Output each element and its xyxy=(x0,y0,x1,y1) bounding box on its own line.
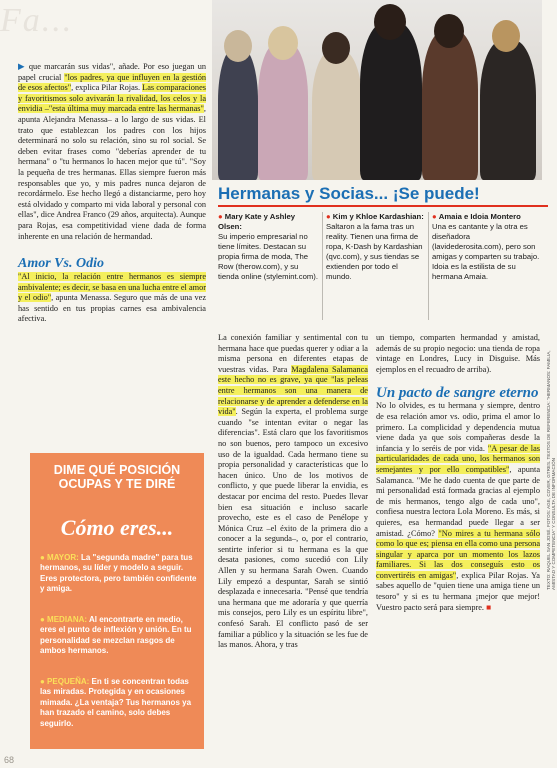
body-text: , explica Pilar Rojas. xyxy=(71,83,143,93)
quiz-item-mediana xyxy=(40,615,200,657)
quiz-item-label: ● MAYOR: xyxy=(40,553,79,562)
arrow-icon: ▶ xyxy=(18,62,26,71)
person-figure xyxy=(422,30,478,180)
photo-credit: TEXTO: RAQUEL SAN JOSÉ. FOTOS: AGE, COVER, GTRES. TEXTOS DE REFERENCIA: "HERMANOS: FAMILIA, AMISTAD Y COMPETENCIA" Y CONSULTA DE INFORMACIÓN xyxy=(546,350,556,590)
person-head xyxy=(374,4,406,40)
person-head xyxy=(224,30,252,62)
body-text: No lo olvides, es tu hermana y siempre, dentro de esa relación amor vs. odio, prima el amor lo primero. La complicidad y dependencia mutua viene dada ya que sois compañeras desde la infancia y lo seréis de por vida. xyxy=(376,401,540,453)
paragraph xyxy=(218,333,368,651)
sidebar-item-text: Saltaron a la fama tras un reality. Tienen una firma de ropa, K-Dash by Kardashian (qvc.com), y sus tiendas se extienden por todo el mundo. xyxy=(326,222,423,281)
highlighted-text: "No mires a tu hermana sólo como lo que es; piensa en ella como una persona singular y aparca por un momento los lazos familiares. Si las dos conseguís esto os convertiréis en amigas" xyxy=(376,528,541,580)
body-text: . Según la experta, el problema surge cuando "se intentan evitar o negar las diferencias". Está claro que los favoritismos no son buenos, pero tampoco un excesivo uso de la igualdad. Cada hermano tiene su propia personalidad y características que lo hacen único. Uno de los motivos de conflicto, y que puede liberar la envidia, es destacar por encima del resto. Puedes llevar bien esa situación e incluso sacarle provecho, este es el caso de Penélope y Mónica Cruz –el éxito de la primera dio a conocer a la segunda–, o, por el contrario, sentirte inferior si tu hermana es la que desata pasiones, como sucedió con Lily Allen y su hermana Sarah Owen. Cuando Lily empezó a despuntar, Sarah se sintió desplazada e innecesaria. "Pensé que tendría una hermana que me adoraría y que querría mis consejos, pero Lily es un espíritu libre", confesó Sarah. El conflicto pasó de ser familiar a público y la situación se les fue de las manos. Ahora, y tras xyxy=(218,407,368,650)
body-text: que marcarán sus vidas", añade. Por eso juegan un papel crucial xyxy=(18,62,206,82)
paragraph xyxy=(18,62,206,242)
person-figure xyxy=(218,48,258,180)
person-head xyxy=(268,26,298,60)
person-head xyxy=(492,20,520,52)
quiz-item-text: La "segunda madre" para tus hermanos, su líder y modelo a seguir. Eres protectora, pero también confidente y amiga. xyxy=(40,553,197,594)
bullet-icon: ● xyxy=(432,212,437,221)
quiz-item-text: En ti se concentran todas las miradas. Protegida y en ocasiones mimada. ¿La ventaja? Tus hermanos ya han trazado el camino, solo debes seguirlo. xyxy=(40,677,192,728)
bullet-icon: ● xyxy=(326,212,331,221)
quiz-item-mayor xyxy=(40,553,200,595)
sidebar-divider xyxy=(322,212,323,320)
celebrity-photo xyxy=(212,0,542,180)
sidebar-item-text: Una es cantante y la otra es diseñadora (lavidederosita.com), pero son amigas y comparten su trabajo. Idoia es la estilista de su hermana Amaia. xyxy=(432,222,540,281)
article-column-3 xyxy=(376,333,540,613)
quiz-item-label: ● MEDIANA: xyxy=(40,615,88,624)
person-figure xyxy=(360,22,422,180)
section-heading-pacto: Un pacto de sangre eterno xyxy=(376,385,539,402)
sidebar-title: Hermanas y Socias... ¡Se puede! xyxy=(218,184,480,203)
person-figure xyxy=(480,40,536,180)
highlighted-text: "los padres, ya que influyen en la gestión de esos afectos" xyxy=(18,72,206,93)
page-number: 68 xyxy=(4,755,15,765)
body-text: , apunta Salamanca. "Me he dado cuenta de que parte de mi personalidad está formada gracias al ejemplo de mis hermanos, tengo algo de cada uno", confiesa nuestra lectora Lola Moreno. Es más, si quieres, esa hermandad puede llegar a ser amistad. ¿Cómo? xyxy=(376,464,541,538)
sidebar-item-name: Amaia e Idoia Montero xyxy=(438,212,521,221)
quiz-title: DIME QUÉ POSICIÓN OCUPAS Y TE DIRÉ xyxy=(53,463,181,491)
paragraph xyxy=(376,333,540,375)
sidebar-rule xyxy=(218,205,548,207)
body-text: , apunta Alejandra Menassa– a lo largo de sus vidas. El trato que establezcan los padres con los hijos determinará no solo su relación, sino su rol social. Se deben evitar frases como "deberías aprender de tu hermana" o "tu hermanos lo hacen mejor que tú". "Soy la pequeña de tres hermanas. Ellas siempre fueron más responsables que yo, y mis padres nunca dejaron de recordármelo. Ese hecho llegó a distanciarme, pero hoy está olvidado y comparto mi vida laboral y personal con ellas", dice Andrea Franco (29 años, arquitecta). Aunque para Rojas, esa competitividad viene dada de forma inherente en una relación de hermandad. xyxy=(18,104,206,241)
quiz-item-pequena xyxy=(40,677,200,729)
body-text: La conexión familiar y sentimental con tu hermana hace que puedas querer y odiar a la misma persona en diferentes etapas de vuestras vidas. Para xyxy=(218,333,368,374)
faint-header-text: Fa... xyxy=(0,2,74,39)
person-head xyxy=(322,32,350,64)
article-column-2 xyxy=(218,333,368,651)
sidebar-item-name: Mary Kate y Ashley Olsen: xyxy=(218,212,296,231)
bullet-icon: ● xyxy=(218,212,223,221)
sidebar-item-olsen xyxy=(218,212,318,282)
body-text: , explica Pilar Rojas. Ya sabes aquello de "quien tiene una amiga tiene un tesoro" y si es tu hermana ¡mejor que mejor! Vuestro pacto será para siempre. xyxy=(376,570,540,612)
highlighted-text: Las comparaciones y favoritismos solo avivarán la rivalidad, los celos y la envidia –"esta última muy marcada entre las hermanas" xyxy=(18,83,206,114)
section-heading-amor-odio: Amor Vs. Odio xyxy=(18,256,104,272)
quiz-item-label: ● PEQUEÑA: xyxy=(40,677,90,686)
person-figure xyxy=(312,50,362,180)
highlighted-text: Magdalena Salamanca este hecho no es grave, ya que "las peleas entre hermanos son una manera de relacionarse y de aprender a defenderse en la vida" xyxy=(218,364,368,417)
paragraph xyxy=(18,272,206,325)
quiz-subtitle: Cómo eres... xyxy=(60,515,174,540)
quiz-item-text: Al encontrarte en medio, eres el punto de inflexión y unión. En tu personalidad se mezclan rasgos de ambos hermanos. xyxy=(40,615,192,656)
person-figure xyxy=(258,42,308,180)
paragraph xyxy=(376,401,540,613)
sidebar-item-kardashian xyxy=(326,212,424,282)
body-text: , apunta Menassa. Seguro que más de una vez has sentido en tus propias carnes esa ambivalencia afectiva. xyxy=(18,293,206,324)
article-column-1 xyxy=(18,62,206,325)
quiz-box xyxy=(30,453,204,749)
highlighted-text: "Al inicio, la relación entre hermanos es siempre ambivalente; es decir, se basa en una lucha entre el amor y el odio" xyxy=(18,272,206,303)
person-head xyxy=(434,14,464,48)
sidebar-item-text: Su imperio empresarial no tiene límites. Destacan su propia firma de moda, The Row (therow.com), y su tienda online (stylemint.com). xyxy=(218,232,318,281)
sidebar-item-montero xyxy=(432,212,540,282)
body-text: un tiempo, comparten hermandad y amistad, además de su propio negocio: una tienda de ropa vintage en Londres, Lucy in Disguise. Más ejemplos en el recuadro de arriba). xyxy=(376,333,540,374)
sidebar-divider xyxy=(428,212,429,320)
end-mark-icon: ■ xyxy=(486,602,492,612)
sidebar-item-name: Kim y Khloe Kardashian: xyxy=(332,212,424,221)
highlighted-text: "A pesar de las particularidades de cada uno, los hermanos son semejantes y por ello compatibles" xyxy=(376,443,541,474)
